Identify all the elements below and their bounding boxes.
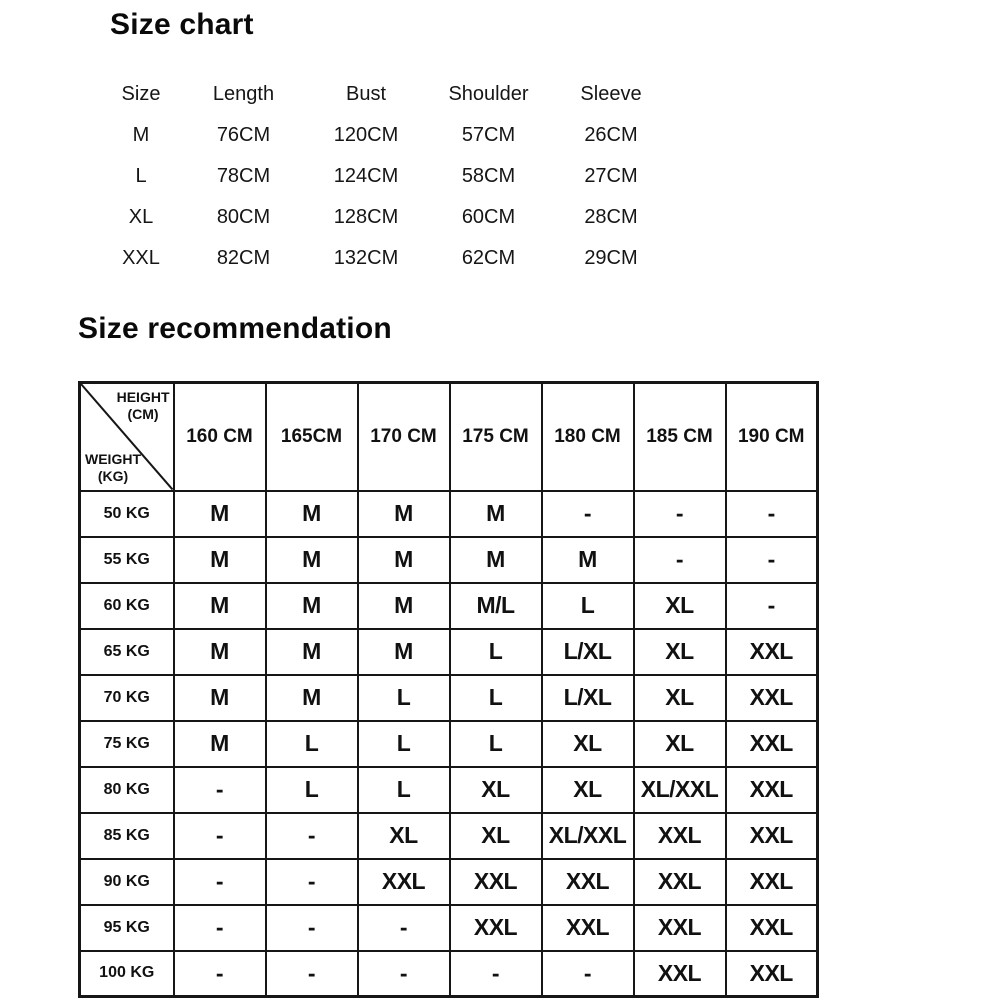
size-cell: M (174, 491, 266, 537)
height-column-170: 170 CM (358, 383, 450, 491)
height-column-180: 180 CM (542, 383, 634, 491)
size-cell: - (542, 951, 634, 997)
size-cell: M (174, 537, 266, 583)
column-header-sleeve: Sleeve (580, 83, 642, 105)
size-cell: XXL (634, 951, 726, 997)
height-axis-label (117, 389, 170, 422)
size-cell: L/XL (542, 629, 634, 675)
size-cell: M (174, 675, 266, 721)
size-cell: M/L (450, 583, 542, 629)
size-cell: M (542, 537, 634, 583)
size-cell: M (174, 721, 266, 767)
size-cell: XL (450, 767, 542, 813)
recommendation-row-55kg (80, 537, 818, 583)
size-cell: XL (358, 813, 450, 859)
size-chart-row-l (100, 156, 672, 197)
size-cell: M (174, 583, 266, 629)
size-cell: - (450, 951, 542, 997)
size-chart-row-xxl (100, 238, 672, 279)
height-column-160: 160 CM (174, 383, 266, 491)
size-recommendation-title: Size recommendation (78, 312, 392, 345)
size-cell: - (358, 951, 450, 997)
column-header-shoulder: Shoulder (448, 83, 529, 105)
size-cell: M (174, 629, 266, 675)
size-cell: - (174, 951, 266, 997)
weight-label: 80 KG (80, 767, 174, 813)
height-column-190: 190 CM (726, 383, 818, 491)
size-cell: M (266, 675, 358, 721)
size-cell: L (358, 675, 450, 721)
size-chart-row-m (100, 115, 672, 156)
size-cell: M (358, 491, 450, 537)
size-cell: - (266, 951, 358, 997)
size-cell: L (450, 675, 542, 721)
column-header-length: Length (212, 83, 275, 105)
size-cell: M (450, 491, 542, 537)
bust-value: 132CM (333, 247, 399, 269)
recommendation-row-50kg (80, 491, 818, 537)
size-cell: - (726, 583, 818, 629)
size-cell: M (358, 583, 450, 629)
weight-axis-word: WEIGHT (85, 451, 141, 468)
size-cell: L (266, 767, 358, 813)
size-cell: L (450, 629, 542, 675)
size-cell: XXL (634, 859, 726, 905)
size-cell: XXL (634, 813, 726, 859)
size-cell: XXL (450, 905, 542, 951)
size-cell: - (358, 905, 450, 951)
size-cell: XL (634, 583, 726, 629)
size-cell: - (726, 537, 818, 583)
height-column-165: 165CM (266, 383, 358, 491)
size-chart-title: Size chart (110, 8, 254, 41)
size-cell: M (266, 583, 358, 629)
size-value: XXL (122, 247, 160, 269)
size-cell: L (542, 583, 634, 629)
corner-cell (80, 383, 174, 491)
length-value: 82CM (216, 247, 271, 269)
size-cell: XXL (634, 905, 726, 951)
weight-label: 95 KG (80, 905, 174, 951)
size-cell: XXL (726, 767, 818, 813)
size-cell: - (634, 537, 726, 583)
weight-axis-label (85, 451, 141, 484)
size-value: M (132, 124, 150, 146)
size-cell: XXL (726, 629, 818, 675)
size-cell: - (266, 813, 358, 859)
size-cell: L/XL (542, 675, 634, 721)
recommendation-header-row (80, 383, 818, 491)
weight-label: 60 KG (80, 583, 174, 629)
column-header-bust: Bust (345, 83, 387, 105)
size-cell: M (450, 537, 542, 583)
weight-label: 65 KG (80, 629, 174, 675)
recommendation-row-85kg (80, 813, 818, 859)
size-cell: - (174, 767, 266, 813)
bust-value: 128CM (333, 206, 399, 228)
size-cell: XL (634, 629, 726, 675)
recommendation-row-90kg (80, 859, 818, 905)
weight-label: 55 KG (80, 537, 174, 583)
size-cell: L (450, 721, 542, 767)
size-cell: XXL (450, 859, 542, 905)
size-cell: - (266, 859, 358, 905)
size-cell: - (174, 859, 266, 905)
size-cell: - (634, 491, 726, 537)
size-cell: M (266, 491, 358, 537)
size-cell: XL (542, 721, 634, 767)
recommendation-row-95kg (80, 905, 818, 951)
size-cell: XL (634, 675, 726, 721)
size-cell: - (266, 905, 358, 951)
weight-label: 90 KG (80, 859, 174, 905)
bust-value: 120CM (333, 124, 399, 146)
size-value: XL (128, 206, 154, 228)
size-cell: XXL (542, 859, 634, 905)
size-cell: - (174, 905, 266, 951)
height-axis-unit: (CM) (127, 405, 159, 422)
sleeve-value: 29CM (584, 247, 638, 269)
size-cell: L (266, 721, 358, 767)
shoulder-value: 58CM (461, 165, 516, 187)
shoulder-value: 60CM (461, 206, 516, 228)
sleeve-value: 26CM (584, 124, 638, 146)
length-value: 76CM (216, 124, 271, 146)
size-chart-row-xl (100, 197, 672, 238)
bust-value: 124CM (333, 165, 399, 187)
size-cell: - (174, 813, 266, 859)
size-cell: - (542, 491, 634, 537)
weight-label: 70 KG (80, 675, 174, 721)
length-value: 80CM (216, 206, 271, 228)
weight-label: 85 KG (80, 813, 174, 859)
recommendation-row-65kg (80, 629, 818, 675)
size-cell: L (358, 767, 450, 813)
weight-label: 100 KG (80, 951, 174, 997)
recommendation-row-60kg (80, 583, 818, 629)
size-value: L (135, 165, 147, 187)
weight-label: 50 KG (80, 491, 174, 537)
size-cell: XXL (542, 905, 634, 951)
size-chart-header-row (100, 74, 672, 115)
recommendation-row-75kg (80, 721, 818, 767)
recommendation-row-80kg (80, 767, 818, 813)
size-cell: XL (542, 767, 634, 813)
height-axis-word: HEIGHT (116, 389, 170, 405)
recommendation-row-70kg (80, 675, 818, 721)
size-cell: XXL (726, 675, 818, 721)
weight-label: 75 KG (80, 721, 174, 767)
size-chart-table (100, 74, 672, 279)
height-column-175: 175 CM (450, 383, 542, 491)
shoulder-value: 62CM (461, 247, 516, 269)
size-cell: XXL (726, 813, 818, 859)
column-header-size: Size (121, 83, 161, 105)
size-cell: - (726, 491, 818, 537)
size-recommendation-table (78, 381, 819, 998)
size-cell: XXL (726, 905, 818, 951)
size-cell: XXL (358, 859, 450, 905)
size-cell: XXL (726, 721, 818, 767)
size-cell: L (358, 721, 450, 767)
weight-axis-unit: (KG) (97, 467, 129, 484)
size-cell: XL (450, 813, 542, 859)
height-column-185: 185 CM (634, 383, 726, 491)
size-cell: XL/XXL (542, 813, 634, 859)
size-cell: M (266, 537, 358, 583)
size-cell: M (266, 629, 358, 675)
size-cell: XXL (726, 859, 818, 905)
sleeve-value: 27CM (584, 165, 638, 187)
recommendation-row-100kg (80, 951, 818, 997)
size-cell: M (358, 537, 450, 583)
shoulder-value: 57CM (461, 124, 516, 146)
size-cell: XXL (726, 951, 818, 997)
size-cell: XL (634, 721, 726, 767)
sleeve-value: 28CM (584, 206, 638, 228)
length-value: 78CM (216, 165, 271, 187)
size-cell: M (358, 629, 450, 675)
size-cell: XL/XXL (634, 767, 726, 813)
